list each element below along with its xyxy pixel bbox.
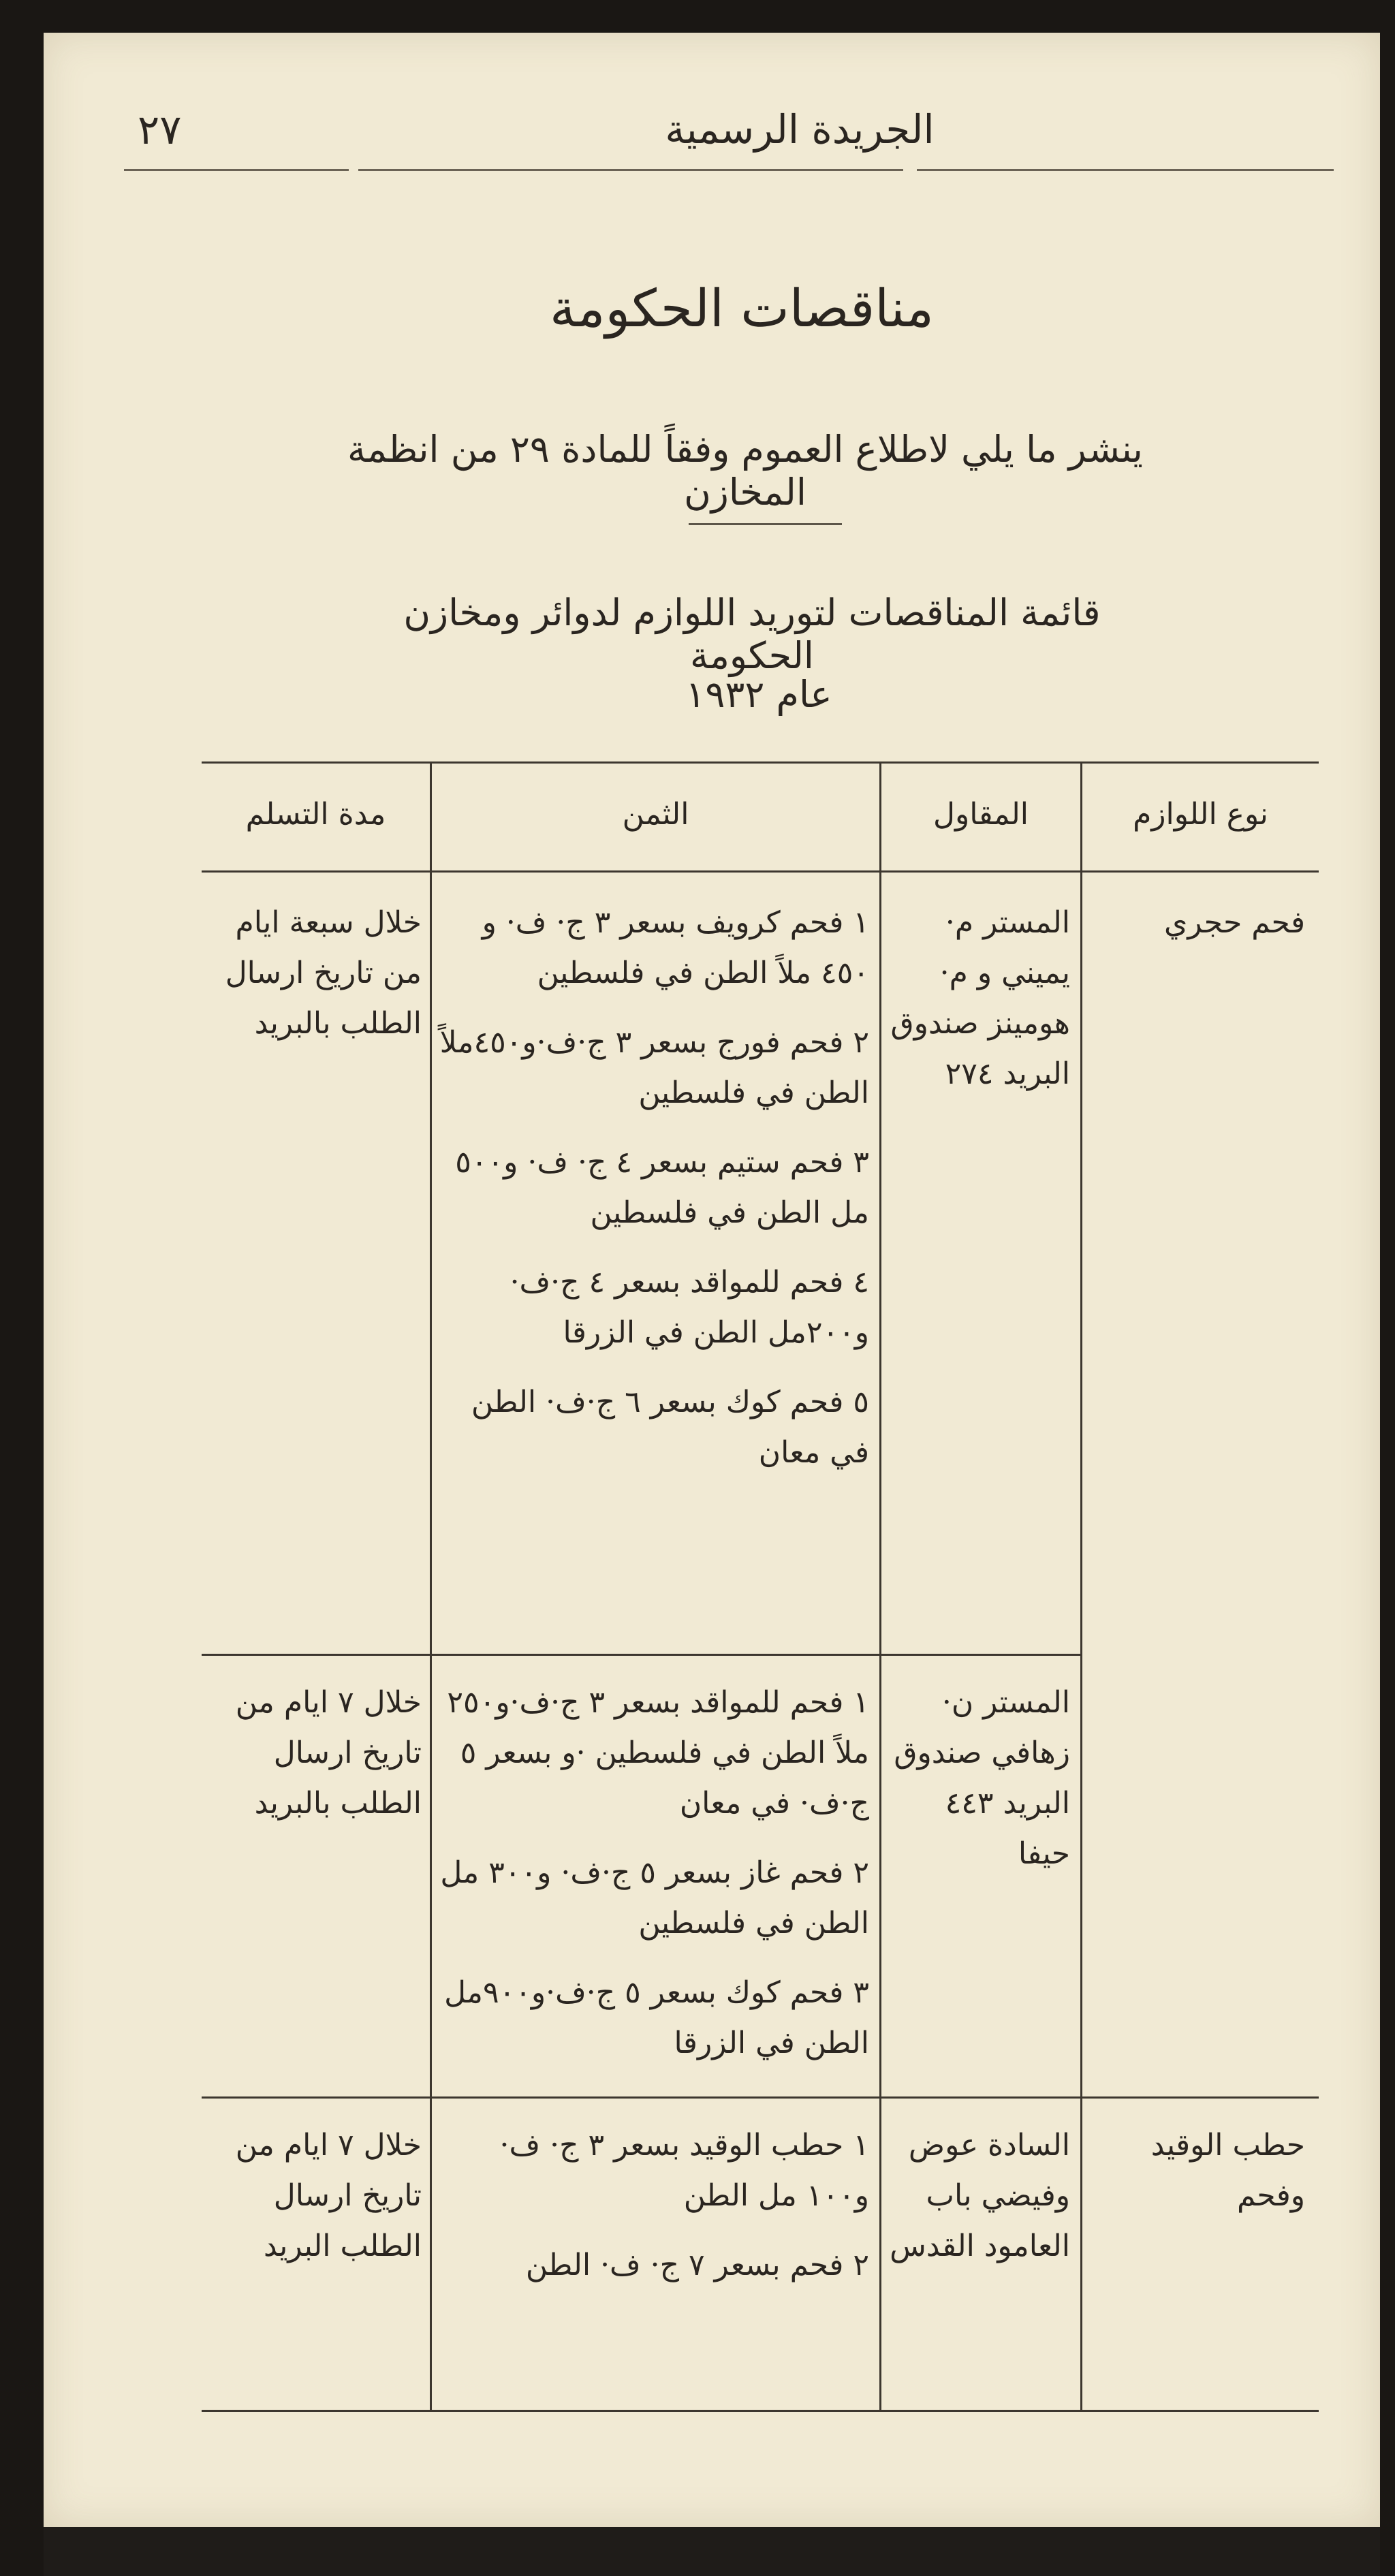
page-number: ٢٧ [138, 106, 182, 154]
table-rule-header [202, 870, 1319, 873]
row1-delivery: خلال سبعة ايام من تاريخ ارسال الطلب بالبريد [225, 905, 422, 1041]
scan-edge-top [0, 0, 1395, 33]
row1-type: فحم حجري [1163, 905, 1305, 940]
table-rule-bottom [202, 2410, 1319, 2412]
row1-contractor: المستر م· يميني و م· هومينز صندوق البريد ٢٧٤ [890, 905, 1070, 1091]
list-title: قائمة المناقصات لتوريد اللوازم لدوائر ومخازن الحكومة [403, 591, 1101, 677]
table-col-rule [430, 761, 432, 2410]
price-item: ١ فحم للمواقد بسعر ٣ ج·ف·و٢٥٠ ملاً الطن في فلسطين ·و بسعر ٥ ج·ف· في معان [447, 1685, 869, 1821]
header-delivery: مدة التسلم [245, 797, 386, 832]
price-item: ٣ فحم كوك بسعر ٥ ج·ف·و٩٠٠مل الطن في الزرقا [444, 1975, 869, 2060]
row3-prices [437, 2120, 869, 2310]
price-item: ٤ فحم للمواقد بسعر ٤ ج·ف· و٢٠٠مل الطن في الزرقا [510, 1265, 869, 1350]
header-type: نوع اللوازم [1133, 797, 1268, 832]
list-year: عام ١٩٣٢ [685, 673, 832, 716]
gazette-page [44, 33, 1380, 2527]
table-rule-top [202, 761, 1319, 764]
row3-delivery: خلال ٧ ايام من تاريخ ارسال الطلب البريد [235, 2128, 422, 2263]
table-col-rule [1080, 761, 1082, 2410]
scan-edge-left [0, 0, 44, 2576]
intro-text: ينشر ما يلي لاطلاع العموم وفقاً للمادة ٢٩ من انظمة المخازن [347, 428, 1143, 514]
price-item: ٢ فحم غاز بسعر ٥ ج·ف· و٣٠٠ مل الطن في فلسطين [440, 1855, 869, 1941]
price-item: ٢ فحم بسعر ٧ ج· ف· الطن [525, 2248, 869, 2282]
header-contractor: المقاول [933, 797, 1029, 832]
table-col-rule [879, 761, 881, 2410]
divider [689, 523, 842, 525]
header-rule [358, 169, 903, 171]
price-item: ٥ فحم كوك بسعر ٦ ج·ف· الطن في معان [471, 1385, 869, 1470]
table-rule-row1 [202, 1654, 1080, 1656]
row3-contractor: السادة عوض وفيضي باب العامود القدس [890, 2128, 1070, 2263]
price-item: ٢ فحم فورج بسعر ٣ ج·ف·و٤٥٠ملاً الطن في فلسطين [439, 1025, 869, 1110]
row2-contractor: المستر ن· زهافي صندوق البريد ٤٤٣ حيفا [894, 1685, 1070, 1871]
running-title: الجريدة الرسمية [665, 106, 935, 153]
header-rule [124, 169, 349, 171]
price-item: ١ فحم كرويف بسعر ٣ ج· ف· و ٤٥٠ ملاً الطن في فلسطين [482, 905, 869, 990]
header-price: الثمن [622, 797, 689, 832]
row1-prices [437, 898, 869, 1497]
scan-edge-right [1380, 0, 1395, 2576]
header-rule [917, 169, 1334, 171]
row2-prices [437, 1678, 869, 2088]
tenders-table [202, 761, 1319, 2417]
row2-delivery: خلال ٧ ايام من تاريخ ارسال الطلب بالبريد [235, 1685, 422, 1821]
section-title: مناقصات الحكومة [550, 278, 934, 339]
price-item: ١ حطب الوقيد بسعر ٣ ج· ف· و١٠٠ مل الطن [499, 2128, 869, 2213]
row3-type: حطب الوقيد وفحم [1150, 2128, 1305, 2213]
page-header [44, 33, 1380, 183]
price-item: ٣ فحم ستيم بسعر ٤ ج· ف· و٥٠٠ مل الطن في فلسطين [455, 1145, 869, 1230]
table-rule-row2 [202, 2096, 1319, 2099]
